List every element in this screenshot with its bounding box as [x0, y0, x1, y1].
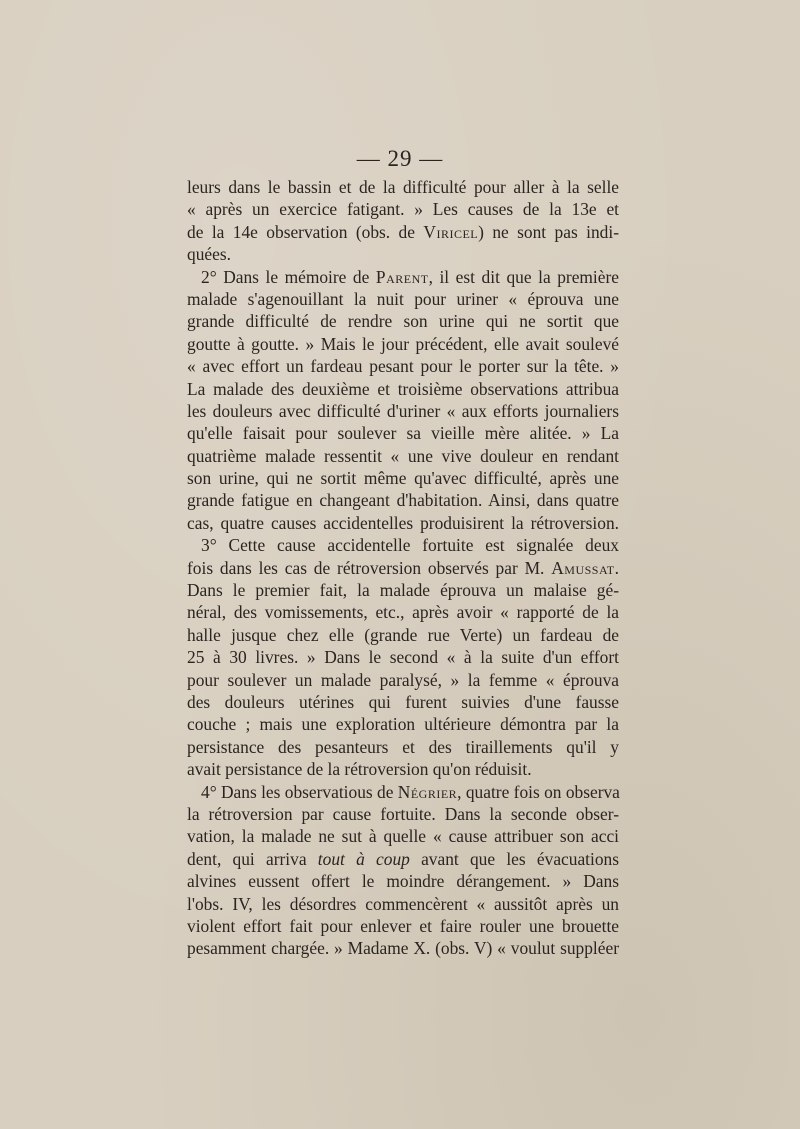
author-name: Parent	[375, 266, 429, 287]
text-run: leurs dans le bassin et de la difficulté pour aller à la selle	[187, 177, 619, 197]
text-run: quatrième malade ressentit « une vive douleur en rendant	[187, 445, 619, 466]
text-run: fois dans les cas de rétroversion observés par M.	[187, 557, 552, 578]
italic-phrase: tout à coup	[317, 848, 410, 869]
text-run: cas, quatre causes accidentelles produisirent la rétroversion.	[187, 512, 619, 533]
text-run: néral, des vomissements, etc., après avoir « rapporté de la	[187, 602, 619, 623]
text-line	[187, 355, 619, 377]
text-run: couche ; mais une exploration ultérieure démontra par la	[187, 714, 619, 735]
text-run: violent effort fait pour enlever et faire rouler une brouette	[187, 915, 619, 936]
text-line	[187, 422, 619, 444]
text-run: la rétroversion par cause fortuite. Dans la seconde obser-	[187, 803, 619, 824]
text-run: halle jusque chez elle (grande rue Verte) un fardeau de	[187, 624, 619, 645]
text-line	[187, 489, 619, 511]
author-name: Amussat	[551, 557, 615, 578]
text-line	[187, 736, 619, 758]
text-run: vation, la malade ne sut à quelle « cause attribuer son acci	[187, 826, 619, 847]
author-name: Négrier	[397, 781, 458, 802]
text-line	[187, 243, 619, 265]
text-line	[187, 624, 619, 646]
text-line	[187, 646, 619, 668]
text-line	[187, 691, 619, 713]
text-run: Dans le premier fait, la malade éprouva un malaise gé-	[187, 580, 619, 601]
body-text	[187, 176, 619, 960]
text-run: pour soulever un malade paralysé, » la femme « éprouva	[187, 669, 619, 690]
text-run: de la 14e observation (obs. de	[187, 221, 424, 242]
text-line	[187, 512, 619, 534]
text-line	[187, 378, 619, 400]
text-line	[187, 601, 619, 623]
text-line	[187, 669, 619, 691]
text-run: des douleurs utérines qui furent suivies d'une fausse	[187, 691, 619, 712]
text-run: alvines eussent offert le moindre dérangement. » Dans	[187, 871, 619, 892]
text-line	[187, 937, 619, 959]
text-line	[187, 848, 619, 870]
text-run: ) ne sont pas indi-	[478, 221, 619, 242]
text-line	[187, 893, 619, 915]
text-line	[187, 266, 619, 288]
text-line	[187, 333, 619, 355]
text-run: les douleurs avec difficulté d'uriner « aux efforts journaliers	[187, 400, 619, 421]
text-run: 4° Dans les observatious de	[201, 781, 398, 802]
text-run: 2° Dans le mémoire de	[201, 266, 376, 287]
text-run: « avec effort un fardeau pesant pour le porter sur la tête. »	[187, 356, 619, 377]
text-run: pesamment chargée. » Madame X. (obs. V) « voulut suppléer	[187, 938, 619, 959]
text-line	[187, 445, 619, 467]
text-run: avant que les évacuations	[409, 848, 619, 869]
text-run: avait persistance de la rétroversion qu'on réduisit.	[187, 759, 532, 780]
text-line	[187, 781, 619, 803]
text-line	[187, 557, 619, 579]
text-line	[187, 288, 619, 310]
text-line	[187, 310, 619, 332]
text-run: 3° Cette cause accidentelle fortuite est signalée deux	[201, 535, 619, 556]
text-run: grande fatigue en changeant d'habitation. Ainsi, dans quatre	[187, 490, 619, 511]
text-run: son urine, qui ne sortit même qu'avec difficulté, après une	[187, 468, 619, 489]
text-line	[187, 803, 619, 825]
text-line	[187, 198, 619, 220]
text-run: qu'elle faisait pour soulever sa vieille mère alitée. » La	[187, 423, 619, 444]
text-line	[187, 915, 619, 937]
text-run: .	[614, 557, 619, 578]
text-run: , il est dit que la première	[428, 266, 619, 287]
text-run: « après un exercice fatigant. » Les causes de la 13e et	[187, 199, 619, 220]
text-run: persistance des pesanteurs et des tiraillements qu'il y	[187, 736, 619, 757]
text-run: malade s'agenouillant la nuit pour uriner « éprouva une	[187, 288, 619, 309]
text-line	[187, 400, 619, 422]
text-line	[187, 176, 619, 198]
text-line	[187, 825, 619, 847]
text-run: 25 à 30 livres. » Dans le second « à la suite d'un effort	[187, 647, 619, 668]
text-line	[187, 467, 619, 489]
text-run: grande difficulté de rendre son urine qui ne sortit que	[187, 311, 619, 332]
text-line	[187, 713, 619, 735]
text-line	[187, 221, 619, 243]
page-number: — 29 —	[356, 146, 444, 171]
text-line	[187, 579, 619, 601]
text-run: La malade des deuxième et troisième observations attribua	[187, 378, 619, 399]
text-line	[187, 534, 619, 556]
text-run: goutte à goutte. » Mais le jour précédent, elle avait soulevé	[187, 333, 619, 354]
text-run: quées.	[187, 244, 231, 265]
text-run: l'obs. IV, les désordres commencèrent « aussitôt après un	[187, 893, 619, 914]
author-name: Viricel	[423, 221, 479, 242]
text-line	[187, 870, 619, 892]
text-line	[187, 758, 619, 780]
text-run: dent, qui arriva	[187, 848, 318, 869]
text-run: , quatre fois on observa	[457, 781, 620, 802]
